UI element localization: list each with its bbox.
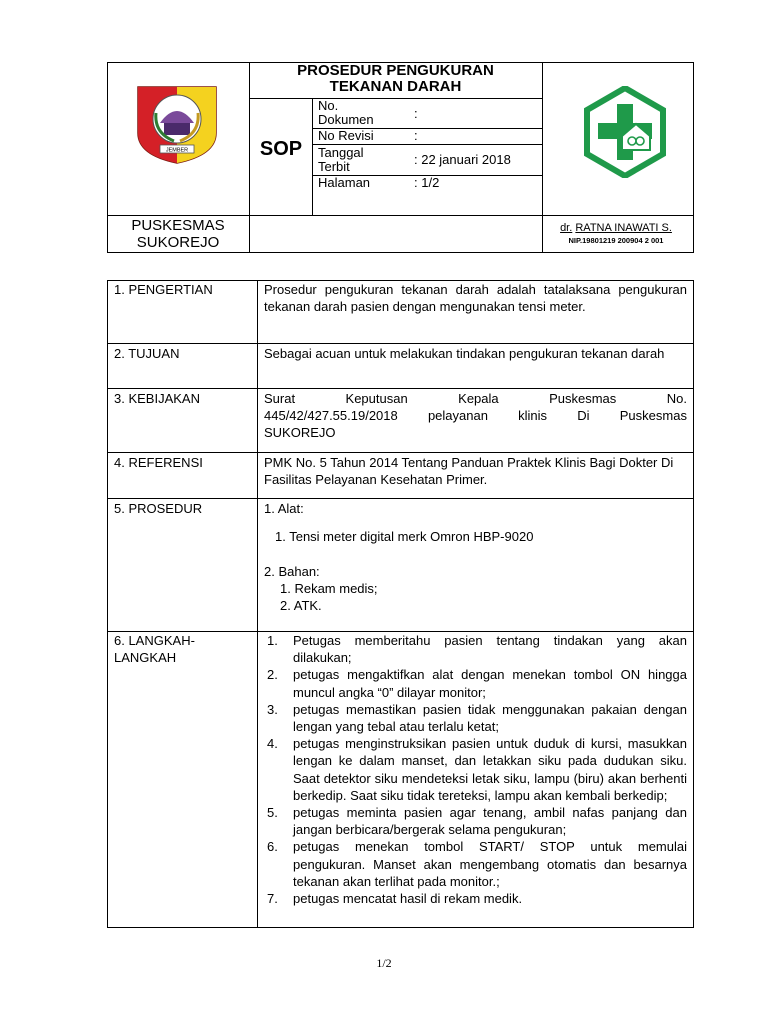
list-item xyxy=(264,666,687,700)
word: No. xyxy=(666,391,687,406)
sop-label: SOP xyxy=(259,138,303,160)
step-number: 1. xyxy=(267,633,278,648)
divider xyxy=(107,215,694,216)
section-label-tujuan: 2. TUJUAN xyxy=(114,346,180,361)
divider xyxy=(107,343,694,344)
text-line: SUKOREJO xyxy=(264,425,336,440)
step-text: petugas mengaktifkan alat dengan menekan tombol ON hingga muncul angka “0” dilayar monitor; xyxy=(293,667,687,700)
divider xyxy=(107,498,694,499)
label-line: 6. LANGKAH- xyxy=(114,633,195,648)
section-label-langkah xyxy=(114,632,195,666)
steps-list xyxy=(264,632,687,907)
list-item xyxy=(264,804,687,838)
step-number: 5. xyxy=(267,805,278,821)
page-label: Halaman xyxy=(318,175,371,190)
label-line: Tanggal xyxy=(318,145,364,160)
doc-number-value: : xyxy=(414,106,418,121)
divider xyxy=(107,388,694,389)
list-item xyxy=(264,890,687,907)
step-number: 7. xyxy=(267,891,278,907)
step-number: 6. xyxy=(267,839,278,855)
title-line: TEKANAN DARAH xyxy=(329,78,462,95)
step-number: 3. xyxy=(267,701,278,717)
section-label-pengertian: 1. PENGERTIAN xyxy=(114,282,213,297)
issue-date-label xyxy=(318,146,364,174)
divider xyxy=(542,62,543,253)
alat-heading: 1. Alat: xyxy=(264,501,304,516)
puskesmas-logo-icon xyxy=(584,86,666,183)
page-value: : 1/2 xyxy=(414,175,440,190)
text-line xyxy=(264,407,687,424)
word: Surat xyxy=(264,391,296,406)
step-text: petugas memastikan pasien tidak menggunakan pakaian dengan lengan yang tebal atau terlalu ketat; xyxy=(293,701,687,735)
word: Keputusan xyxy=(345,391,408,406)
section-text-pengertian: Prosedur pengukuran tekanan darah adalah tatalaksana pengukuran tekanan darah pasien dengan mengunakan tensi meter. xyxy=(264,282,687,314)
list-item xyxy=(264,632,687,666)
step-number: 2. xyxy=(267,667,278,683)
section-label-referensi: 4. REFERENSI xyxy=(114,455,203,470)
alat-item: 1. Tensi meter digital merk Omron HBP-9020 xyxy=(275,529,534,544)
label-line: Dokumen xyxy=(318,112,374,127)
signer-fullname: RATNA INAWATI S. xyxy=(575,222,672,234)
label-line: Terbit xyxy=(318,159,350,174)
step-text: petugas mencatat hasil di rekam medik. xyxy=(293,891,523,907)
signer-name xyxy=(546,222,686,234)
list-item xyxy=(264,838,687,890)
step-number: 4. xyxy=(267,736,278,752)
step-text: petugas meminta pasien agar tenang, ambil nafas panjang dan jangan berbicara/bergerak selama pengukuran; xyxy=(293,805,687,838)
word: 445/42/427.55.19/2018 xyxy=(264,408,398,423)
divider xyxy=(257,280,258,928)
title-line: PROSEDUR PENGUKURAN xyxy=(297,62,494,79)
word: klinis xyxy=(518,408,548,423)
step-text: Petugas memberitahu pasien tentang tindakan yang akan dilakukan; xyxy=(293,633,687,666)
word: Di xyxy=(577,408,590,423)
section-label-kebijakan: 3. KEBIJAKAN xyxy=(114,391,200,406)
section-label-prosedur: 5. PROSEDUR xyxy=(114,501,203,516)
word: pelayanan xyxy=(427,408,488,423)
word: Puskesmas xyxy=(549,391,617,406)
institution-line: PUSKESMAS xyxy=(131,217,225,234)
step-text: petugas menginstruksikan pasien untuk duduk di kursi, masukkan lengan ke dalam manset, dan letakkan siku pada dudukan siku. Saat detektor siku mendeteksi letak siku, lampu (biru) akan berhenti berkedip. Saat siku tidak tereteksi, lampu akan kembali berkedip; xyxy=(293,736,687,803)
divider xyxy=(312,98,313,215)
signer-nip: NIP.19801219 200904 2 001 xyxy=(568,236,664,245)
bahan-item: 2. ATK. xyxy=(280,598,322,613)
step-text: petugas menekan tombol START/ STOP untuk memulai pengukuran. Manset akan mengembang otomatis dan besarnya tekanan akan terlihat pada monitor.; xyxy=(293,839,687,889)
page-number: 1/2 xyxy=(376,956,392,970)
doc-number-label xyxy=(318,99,374,127)
jember-crest-icon xyxy=(134,83,220,170)
divider xyxy=(249,98,542,99)
list-item xyxy=(264,701,687,735)
label-line: LANGKAH xyxy=(114,650,177,665)
word: Kepala xyxy=(458,391,499,406)
revision-label: No Revisi xyxy=(318,128,374,143)
text-line xyxy=(264,390,687,407)
institution-line: SUKOREJO xyxy=(136,234,220,251)
section-text-tujuan: Sebagai acuan untuk melakukan tindakan pengukuran tekanan darah xyxy=(264,346,665,361)
section-text-referensi: PMK No. 5 Tahun 2014 Tentang Panduan Praktek Klinis Bagi Dokter Di Fasilitas Pelayanan Kesehatan Primer. xyxy=(264,455,674,487)
section-text-kebijakan xyxy=(264,390,687,441)
svg-text:JEMBER: JEMBER xyxy=(165,147,189,154)
word: Puskesmas xyxy=(619,408,687,423)
document-title xyxy=(249,63,542,95)
label-line: No. xyxy=(318,98,339,113)
divider xyxy=(107,452,694,453)
bahan-item: 1. Rekam medis; xyxy=(280,581,378,596)
list-item xyxy=(264,735,687,804)
revision-value: : xyxy=(414,128,418,143)
signer-prefix: dr. xyxy=(560,222,573,234)
bahan-heading: 2. Bahan: xyxy=(264,564,320,579)
institution-name xyxy=(108,217,248,251)
issue-date-value: : 22 januari 2018 xyxy=(414,152,511,167)
